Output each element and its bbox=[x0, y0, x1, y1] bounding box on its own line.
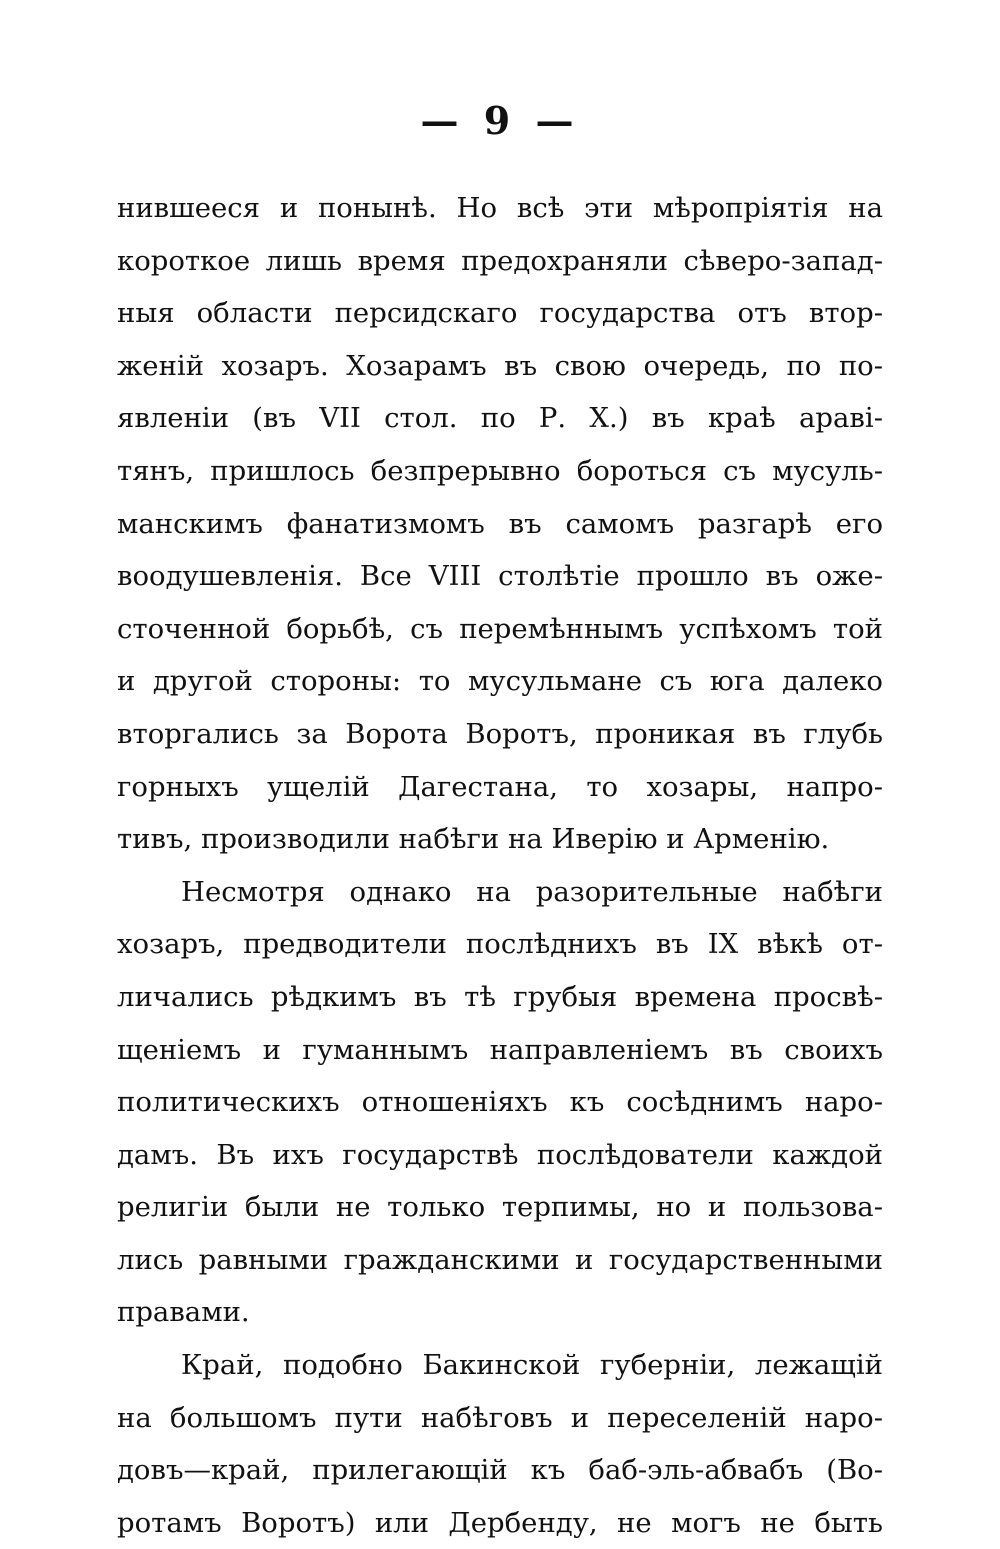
text-line: политическихъ отношеніяхъ къ сосѣднимъ наро- bbox=[117, 1086, 883, 1119]
text-line: и другой стороны: то мусульмане съ юга далеко bbox=[117, 665, 883, 698]
text-line: щеніемъ и гуманнымъ направленіемъ въ своихъ bbox=[117, 1033, 883, 1066]
text-line: правами. bbox=[117, 1296, 250, 1329]
text-line: явленіи (въ VII стол. по Р. X.) въ краѣ аравi- bbox=[117, 402, 883, 435]
body-text bbox=[117, 182, 883, 1549]
text-line: ротамъ Воротъ) или Дербенду, не могъ не быть bbox=[117, 1506, 883, 1539]
text-line: манскимъ фанатизмомъ въ самомъ разгарѣ его bbox=[117, 507, 883, 540]
text-line: короткое лишь время предохраняли сѣверо-запад- bbox=[117, 244, 883, 277]
text-line: лись равными гражданскими и государственными bbox=[117, 1243, 883, 1276]
text-line: женій хозаръ. Хозарамъ въ свою очередь, по по- bbox=[117, 349, 883, 382]
text-line: Край, подобно Бакинской губерніи, лежащій bbox=[181, 1349, 883, 1382]
page-number: — 9 — bbox=[420, 98, 580, 143]
text-line: дамъ. Въ ихъ государствѣ послѣдователи каждой bbox=[117, 1138, 883, 1171]
text-line: на большомъ пути набѣговъ и переселеній наро- bbox=[117, 1401, 883, 1434]
text-line: личались рѣдкимъ въ тѣ грубыя времена просвѣ- bbox=[117, 980, 883, 1013]
text-line: довъ—край, прилегающій къ баб-эль-абвабъ (Во- bbox=[117, 1454, 883, 1487]
text-line: религіи были не только терпимы, но и пользова- bbox=[117, 1191, 883, 1224]
text-line: тивъ, производили набѣги на Иверію и Арменію. bbox=[117, 823, 830, 856]
text-line: Несмотря однако на разорительные набѣги bbox=[181, 875, 883, 908]
text-line: тянъ, пришлось безпрерывно бороться съ мусуль- bbox=[117, 454, 883, 487]
text-line: горныхъ ущелій Дагестана, то хозары, напро- bbox=[117, 770, 883, 803]
text-line: сточенной борьбѣ, съ перемѣннымъ успѣхомъ той bbox=[117, 612, 883, 645]
text-line: ныя области персидскаго государства отъ втор- bbox=[117, 297, 883, 330]
text-line: нившееся и понынѣ. Но всѣ эти мѣропріятія на bbox=[117, 192, 883, 224]
text-line: хозаръ, предводители послѣднихъ въ IX вѣкѣ от- bbox=[117, 928, 883, 961]
text-line: вторгались за Ворота Воротъ, проникая въ глубь bbox=[117, 717, 883, 750]
text-line: воодушевленія. Все VIII столѣтіе прошло въ оже- bbox=[117, 560, 883, 593]
